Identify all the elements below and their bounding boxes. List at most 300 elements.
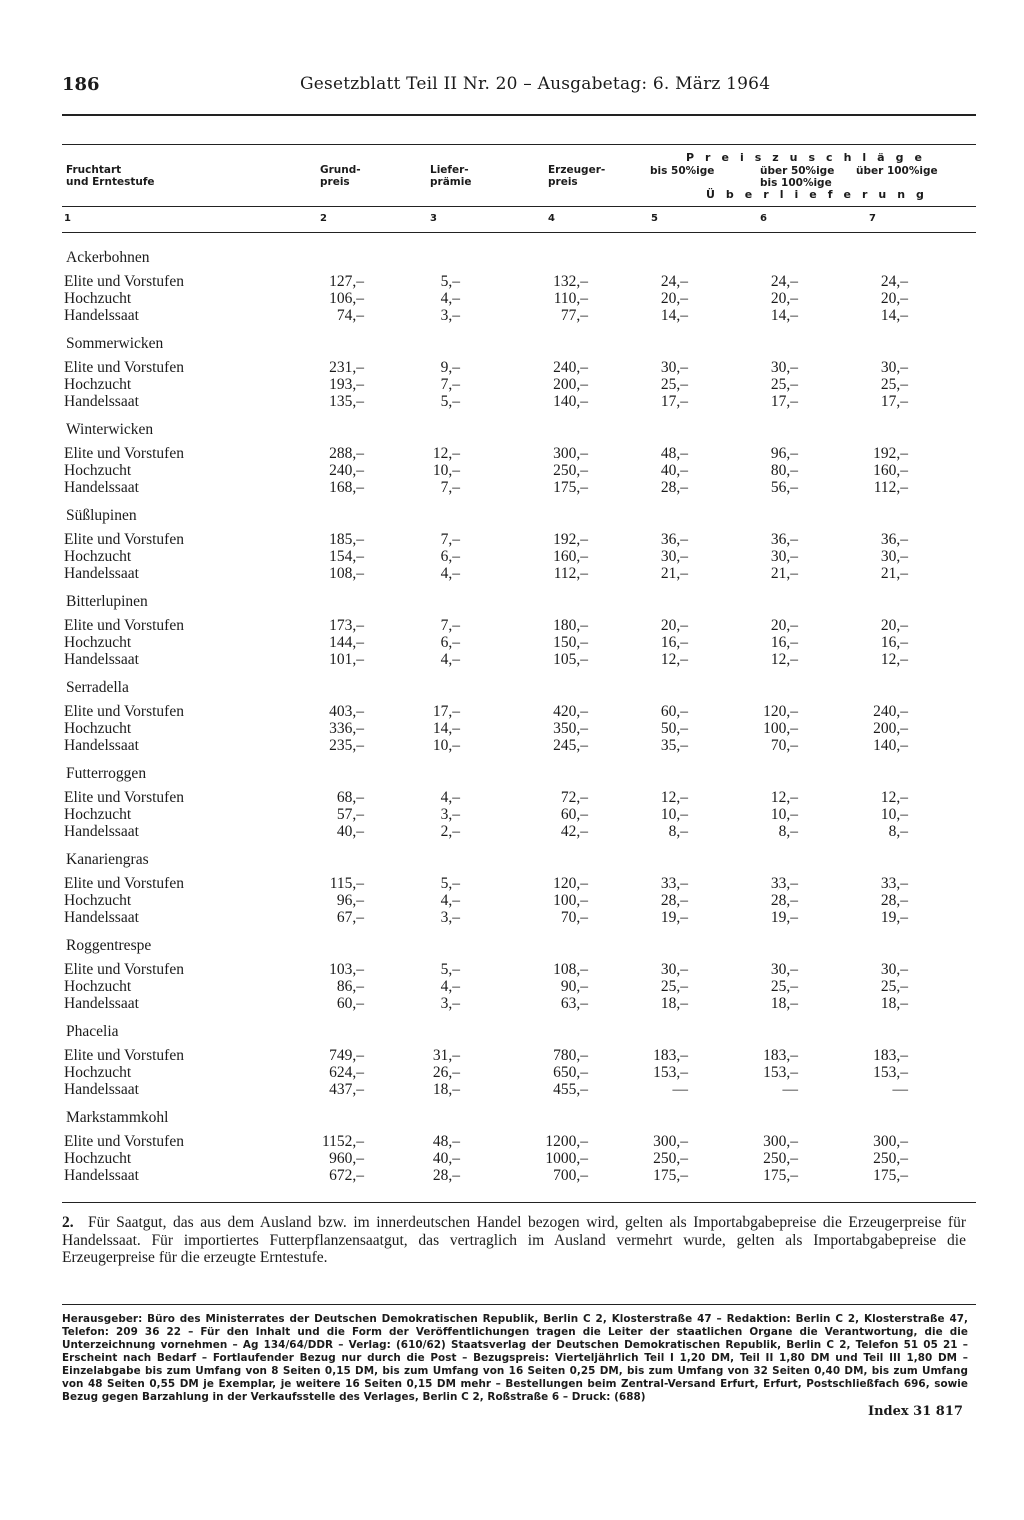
- table-row: [0, 875, 1024, 892]
- harvest-stage: Elite und Vorstufen: [64, 273, 184, 290]
- table-row: [0, 1167, 1024, 1184]
- price-cell: 20,–: [660, 617, 688, 634]
- price-cell: —: [782, 1081, 798, 1098]
- crop-name: Ackerbohnen: [66, 249, 150, 266]
- price-cell: 192,–: [553, 531, 588, 548]
- price-cell: 72,–: [560, 789, 588, 806]
- price-cell: 36,–: [660, 531, 688, 548]
- price-cell: 12,–: [660, 651, 688, 668]
- price-cell: 56,–: [770, 479, 798, 496]
- crop-name: Bitterlupinen: [66, 593, 148, 610]
- price-cell: 153,–: [873, 1064, 908, 1081]
- price-cell: 250,–: [763, 1150, 798, 1167]
- price-cell: 8,–: [778, 823, 798, 840]
- price-cell: 28,–: [660, 892, 688, 909]
- price-cell: 36,–: [880, 531, 908, 548]
- table-row: [0, 789, 1024, 806]
- price-cell: 200,–: [553, 376, 588, 393]
- table-row: [0, 978, 1024, 995]
- price-cell: 185,–: [329, 531, 364, 548]
- price-cell: 60,–: [660, 703, 688, 720]
- price-cell: 150,–: [553, 634, 588, 651]
- price-cell: 173,–: [329, 617, 364, 634]
- price-cell: 25,–: [880, 376, 908, 393]
- price-cell: 240,–: [329, 462, 364, 479]
- price-cell: 168,–: [329, 479, 364, 496]
- harvest-stage: Handelssaat: [64, 651, 139, 668]
- price-cell: 70,–: [770, 737, 798, 754]
- harvest-stage: Handelssaat: [64, 737, 139, 754]
- price-cell: 437,–: [329, 1081, 364, 1098]
- price-cell: 110,–: [553, 290, 588, 307]
- price-cell: 288,–: [329, 445, 364, 462]
- table-row: [0, 737, 1024, 754]
- price-cell: 28,–: [432, 1167, 460, 1184]
- price-cell: 12,–: [660, 789, 688, 806]
- price-cell: 21,–: [660, 565, 688, 582]
- harvest-stage: Hochzucht: [64, 290, 132, 307]
- table-row: [0, 961, 1024, 978]
- price-cell: 30,–: [880, 961, 908, 978]
- note-2: [62, 1214, 966, 1267]
- price-cell: 18,–: [660, 995, 688, 1012]
- price-cell: 300,–: [553, 445, 588, 462]
- price-cell: 144,–: [329, 634, 364, 651]
- price-cell: 4,–: [440, 565, 460, 582]
- price-cell: 28,–: [660, 479, 688, 496]
- harvest-stage: Hochzucht: [64, 806, 132, 823]
- crop-name: Roggentrespe: [66, 937, 152, 954]
- price-cell: 9,–: [440, 359, 460, 376]
- price-cell: 86,–: [336, 978, 364, 995]
- price-cell: 749,–: [329, 1047, 364, 1064]
- price-cell: 14,–: [432, 720, 460, 737]
- price-cell: 624,–: [329, 1064, 364, 1081]
- price-cell: 7,–: [440, 376, 460, 393]
- harvest-stage: Elite und Vorstufen: [64, 359, 184, 376]
- price-cell: 112,–: [873, 479, 908, 496]
- price-cell: 10,–: [660, 806, 688, 823]
- price-cell: 7,–: [440, 617, 460, 634]
- price-cell: 5,–: [440, 273, 460, 290]
- price-cell: 12,–: [432, 445, 460, 462]
- price-cell: 48,–: [432, 1133, 460, 1150]
- price-cell: 19,–: [770, 909, 798, 926]
- price-cell: 25,–: [770, 978, 798, 995]
- price-cell: 33,–: [880, 875, 908, 892]
- price-cell: 100,–: [553, 892, 588, 909]
- price-cell: 4,–: [440, 892, 460, 909]
- col5-header: bis 50%ige: [650, 165, 715, 177]
- table-row: [0, 479, 1024, 496]
- price-cell: 12,–: [770, 651, 798, 668]
- price-cell: 140,–: [553, 393, 588, 410]
- price-cell: 105,–: [553, 651, 588, 668]
- price-cell: 245,–: [553, 737, 588, 754]
- table-row: [0, 806, 1024, 823]
- price-cell: 57,–: [336, 806, 364, 823]
- harvest-stage: Handelssaat: [64, 995, 139, 1012]
- header-bottom-rule: [62, 206, 976, 207]
- price-cell: 30,–: [660, 359, 688, 376]
- price-cell: 30,–: [880, 548, 908, 565]
- price-cell: 12,–: [880, 789, 908, 806]
- col2-header: Grund- preis: [320, 164, 361, 188]
- table-row: [0, 290, 1024, 307]
- price-cell: 10,–: [432, 462, 460, 479]
- price-cell: 127,–: [329, 273, 364, 290]
- column-number: 1: [64, 213, 71, 224]
- price-cell: 4,–: [440, 978, 460, 995]
- header-top-rule: [62, 144, 976, 145]
- harvest-stage: Handelssaat: [64, 909, 139, 926]
- price-cell: 14,–: [660, 307, 688, 324]
- harvest-stage: Elite und Vorstufen: [64, 531, 184, 548]
- price-cell: 18,–: [880, 995, 908, 1012]
- harvest-stage: Hochzucht: [64, 548, 132, 565]
- price-cell: 960,–: [329, 1150, 364, 1167]
- column-number: 2: [320, 213, 327, 224]
- price-cell: 8,–: [888, 823, 908, 840]
- price-cell: 300,–: [653, 1133, 688, 1150]
- price-cell: 12,–: [770, 789, 798, 806]
- harvest-stage: Elite und Vorstufen: [64, 1047, 184, 1064]
- price-cell: 40,–: [660, 462, 688, 479]
- price-cell: 183,–: [873, 1047, 908, 1064]
- price-cell: 403,–: [329, 703, 364, 720]
- price-cell: 8,–: [668, 823, 688, 840]
- crop-name: Kanariengras: [66, 851, 149, 868]
- table-row: [0, 703, 1024, 720]
- col7-header: über 100%ige: [856, 165, 938, 177]
- price-cell: 235,–: [329, 737, 364, 754]
- table-row: [0, 393, 1024, 410]
- price-cell: 160,–: [553, 548, 588, 565]
- price-cell: 250,–: [653, 1150, 688, 1167]
- price-cell: 1000,–: [545, 1150, 588, 1167]
- table-row: [0, 1081, 1024, 1098]
- running-title: Gesetzblatt Teil II Nr. 20 – Ausgabetag: 6. März 1964: [300, 74, 771, 94]
- crop-name: Winterwicken: [66, 421, 154, 438]
- price-cell: 6,–: [440, 634, 460, 651]
- price-cell: 780,–: [553, 1047, 588, 1064]
- harvest-stage: Handelssaat: [64, 1081, 139, 1098]
- price-cell: 108,–: [553, 961, 588, 978]
- price-cell: 96,–: [770, 445, 798, 462]
- price-cell: 20,–: [770, 617, 798, 634]
- price-cell: 14,–: [880, 307, 908, 324]
- price-cell: 25,–: [660, 978, 688, 995]
- price-cell: 21,–: [770, 565, 798, 582]
- price-cell: 63,–: [560, 995, 588, 1012]
- price-cell: 77,–: [560, 307, 588, 324]
- harvest-stage: Hochzucht: [64, 892, 132, 909]
- price-cell: 6,–: [440, 548, 460, 565]
- price-cell: 135,–: [329, 393, 364, 410]
- price-cell: 25,–: [880, 978, 908, 995]
- price-cell: 33,–: [660, 875, 688, 892]
- table-row: [0, 376, 1024, 393]
- price-cell: 183,–: [653, 1047, 688, 1064]
- price-cell: 70,–: [560, 909, 588, 926]
- table-row: [0, 1150, 1024, 1167]
- harvest-stage: Hochzucht: [64, 634, 132, 651]
- price-cell: 231,–: [329, 359, 364, 376]
- price-cell: 4,–: [440, 789, 460, 806]
- price-cell: 30,–: [770, 961, 798, 978]
- price-cell: 96,–: [336, 892, 364, 909]
- price-cell: 19,–: [880, 909, 908, 926]
- table-row: [0, 273, 1024, 290]
- price-cell: 180,–: [553, 617, 588, 634]
- price-cell: 153,–: [653, 1064, 688, 1081]
- harvest-stage: Elite und Vorstufen: [64, 617, 184, 634]
- harvest-stage: Handelssaat: [64, 565, 139, 582]
- harvest-stage: Hochzucht: [64, 720, 132, 737]
- harvest-stage: Elite und Vorstufen: [64, 703, 184, 720]
- surcharge-group-header: Preiszuschläge: [686, 151, 933, 164]
- price-cell: 650,–: [553, 1064, 588, 1081]
- table-bottom-rule: [62, 1202, 976, 1203]
- price-cell: 455,–: [553, 1081, 588, 1098]
- price-cell: 21,–: [880, 565, 908, 582]
- price-cell: 68,–: [336, 789, 364, 806]
- price-cell: 20,–: [880, 617, 908, 634]
- price-cell: 3,–: [440, 307, 460, 324]
- price-cell: 50,–: [660, 720, 688, 737]
- price-cell: 10,–: [432, 737, 460, 754]
- price-cell: 115,–: [329, 875, 364, 892]
- crop-name: Süßlupinen: [66, 507, 137, 524]
- price-cell: 300,–: [873, 1133, 908, 1150]
- harvest-stage: Elite und Vorstufen: [64, 1133, 184, 1150]
- harvest-stage: Handelssaat: [64, 823, 139, 840]
- column-number: 6: [760, 213, 767, 224]
- price-cell: 672,–: [329, 1167, 364, 1184]
- table-row: [0, 651, 1024, 668]
- table-row: [0, 1133, 1024, 1150]
- harvest-stage: Elite und Vorstufen: [64, 875, 184, 892]
- price-cell: 175,–: [763, 1167, 798, 1184]
- column-number-rule: [62, 232, 976, 233]
- harvest-stage: Handelssaat: [64, 393, 139, 410]
- page-number: 186: [62, 74, 100, 95]
- price-cell: 17,–: [432, 703, 460, 720]
- price-cell: 35,–: [660, 737, 688, 754]
- harvest-stage: Hochzucht: [64, 1064, 132, 1081]
- price-cell: —: [672, 1081, 688, 1098]
- price-cell: 2,–: [440, 823, 460, 840]
- price-cell: 30,–: [770, 359, 798, 376]
- price-cell: 153,–: [763, 1064, 798, 1081]
- price-cell: 30,–: [660, 961, 688, 978]
- price-cell: 101,–: [329, 651, 364, 668]
- price-cell: 48,–: [660, 445, 688, 462]
- table-row: [0, 462, 1024, 479]
- harvest-stage: Handelssaat: [64, 479, 139, 496]
- price-cell: 40,–: [432, 1150, 460, 1167]
- price-cell: 18,–: [432, 1081, 460, 1098]
- price-cell: 700,–: [553, 1167, 588, 1184]
- price-cell: 5,–: [440, 393, 460, 410]
- price-cell: 17,–: [660, 393, 688, 410]
- price-cell: 16,–: [660, 634, 688, 651]
- price-cell: 24,–: [880, 273, 908, 290]
- crop-name: Serradella: [66, 679, 129, 696]
- price-cell: 42,–: [560, 823, 588, 840]
- price-cell: 30,–: [660, 548, 688, 565]
- price-cell: 112,–: [553, 565, 588, 582]
- table-row: [0, 548, 1024, 565]
- price-cell: 18,–: [770, 995, 798, 1012]
- price-cell: 300,–: [763, 1133, 798, 1150]
- price-cell: 175,–: [553, 479, 588, 496]
- price-cell: —: [892, 1081, 908, 1098]
- price-cell: 10,–: [880, 806, 908, 823]
- price-cell: 17,–: [880, 393, 908, 410]
- harvest-stage: Hochzucht: [64, 978, 132, 995]
- price-cell: 240,–: [553, 359, 588, 376]
- price-cell: 40,–: [336, 823, 364, 840]
- price-cell: 200,–: [873, 720, 908, 737]
- harvest-stage: Handelssaat: [64, 1167, 139, 1184]
- price-cell: 24,–: [660, 273, 688, 290]
- imprint-rule: [62, 1304, 976, 1305]
- harvest-stage: Hochzucht: [64, 376, 132, 393]
- imprint-text: Herausgeber: Büro des Ministerrates der Deutschen Demokratischen Republik, Berlin C 2, Klosterstraße 47 – Redaktion: Berlin C 2, Klosterstraße 47, Telefon: 209 36 22 – Für den Inhalt und die Form der Veröffentlichungen tragen die Leiter der staatlichen Organe die Verantwortung, die die Unterzeichnung vornehmen – Ag 134/64/DDR – Verlag: (610/62) Staatsverlag der Deutschen Demokratischen Republik, Berlin C 2, Telefon 51 05 21 – Erscheint nach Bedarf – Fortlaufender Bezug nur durch die Post – Bezugspreis: Vierteljährlich Teil I 1,20 DM, Teil II 1,80 DM und Teil III 1,80 DM – Einzelabgabe bis zum Umfang von 8 Seiten 0,15 DM, bis zum Umfang von 16 Seiten 0,25 DM, bis zum Umfang von 32 Seiten 0,40 DM, bis zum Umfang von 48 Seiten 0,55 DM je Exemplar, je weitere 16 Seiten 0,15 DM mehr – Bestellungen beim Zentral-Versand Erfurt, Erfurt, Postschließfach 696, sowie Bezug gegen Barzahlung in der Verkaufsstelle des Verlages, Berlin C 2, Roßstraße 6 – Druck: (688): [62, 1313, 968, 1403]
- price-cell: 90,–: [560, 978, 588, 995]
- price-cell: 192,–: [873, 445, 908, 462]
- crop-name: Sommerwicken: [66, 335, 164, 352]
- price-cell: 350,–: [553, 720, 588, 737]
- price-cell: 16,–: [880, 634, 908, 651]
- note-number: 2.: [62, 1214, 74, 1231]
- price-cell: 3,–: [440, 909, 460, 926]
- price-cell: 4,–: [440, 651, 460, 668]
- price-cell: 1200,–: [545, 1133, 588, 1150]
- price-cell: 250,–: [553, 462, 588, 479]
- price-cell: 80,–: [770, 462, 798, 479]
- crop-name: Phacelia: [66, 1023, 119, 1040]
- harvest-stage: Elite und Vorstufen: [64, 445, 184, 462]
- column-number: 4: [548, 213, 555, 224]
- price-cell: 108,–: [329, 565, 364, 582]
- price-cell: 20,–: [880, 290, 908, 307]
- price-cell: 31,–: [432, 1047, 460, 1064]
- table-row: [0, 995, 1024, 1012]
- crop-name: Futterroggen: [66, 765, 147, 782]
- price-cell: 30,–: [880, 359, 908, 376]
- price-cell: 24,–: [770, 273, 798, 290]
- harvest-stage: Hochzucht: [64, 462, 132, 479]
- price-cell: 3,–: [440, 806, 460, 823]
- col1-header: Fruchtart und Erntestufe: [66, 164, 155, 188]
- table-row: [0, 1047, 1024, 1064]
- column-number: 7: [869, 213, 876, 224]
- price-cell: 175,–: [873, 1167, 908, 1184]
- price-cell: 14,–: [770, 307, 798, 324]
- price-cell: 5,–: [440, 875, 460, 892]
- price-cell: 240,–: [873, 703, 908, 720]
- price-cell: 28,–: [880, 892, 908, 909]
- table-row: [0, 565, 1024, 582]
- harvest-stage: Elite und Vorstufen: [64, 789, 184, 806]
- price-cell: 140,–: [873, 737, 908, 754]
- price-cell: 420,–: [553, 703, 588, 720]
- price-cell: 16,–: [770, 634, 798, 651]
- price-cell: 26,–: [432, 1064, 460, 1081]
- price-cell: 120,–: [553, 875, 588, 892]
- price-cell: 3,–: [440, 995, 460, 1012]
- delivery-subheader: Überlieferung: [706, 188, 935, 201]
- crop-name: Markstammkohl: [66, 1109, 169, 1126]
- price-cell: 12,–: [880, 651, 908, 668]
- price-cell: 67,–: [336, 909, 364, 926]
- index-number: Index 31 817: [868, 1404, 963, 1419]
- price-cell: 1152,–: [321, 1133, 364, 1150]
- table-row: [0, 909, 1024, 926]
- price-cell: 100,–: [763, 720, 798, 737]
- table-row: [0, 634, 1024, 651]
- price-cell: 7,–: [440, 479, 460, 496]
- price-cell: 36,–: [770, 531, 798, 548]
- price-cell: 4,–: [440, 290, 460, 307]
- price-cell: 160,–: [873, 462, 908, 479]
- table-row: [0, 720, 1024, 737]
- price-cell: 20,–: [660, 290, 688, 307]
- harvest-stage: Hochzucht: [64, 1150, 132, 1167]
- table-row: [0, 359, 1024, 376]
- col3-header: Liefer- prämie: [430, 164, 472, 188]
- price-cell: 33,–: [770, 875, 798, 892]
- price-cell: 193,–: [329, 376, 364, 393]
- price-cell: 60,–: [336, 995, 364, 1012]
- price-cell: 120,–: [763, 703, 798, 720]
- table-row: [0, 445, 1024, 462]
- price-cell: 5,–: [440, 961, 460, 978]
- price-cell: 183,–: [763, 1047, 798, 1064]
- table-row: [0, 823, 1024, 840]
- price-cell: 336,–: [329, 720, 364, 737]
- price-cell: 74,–: [336, 307, 364, 324]
- column-number: 3: [430, 213, 437, 224]
- price-cell: 28,–: [770, 892, 798, 909]
- price-cell: 132,–: [553, 273, 588, 290]
- harvest-stage: Elite und Vorstufen: [64, 961, 184, 978]
- price-cell: 10,–: [770, 806, 798, 823]
- price-cell: 106,–: [329, 290, 364, 307]
- note-text: Für Saatgut, das aus dem Ausland bzw. im innerdeutschen Handel bezogen wird, gelten als Importabgabepreise die Erzeugerpreise für Handelssaat. Für importiertes Futterpflanzensaatgut, das vertraglich im Ausland vermehrt wurde, gelten als Importabgabepreise die Erzeugerpreise für die erzeugte Erntestufe.: [62, 1214, 966, 1266]
- price-cell: 17,–: [770, 393, 798, 410]
- harvest-stage: Handelssaat: [64, 307, 139, 324]
- price-cell: 20,–: [770, 290, 798, 307]
- table-row: [0, 892, 1024, 909]
- price-cell: 154,–: [329, 548, 364, 565]
- table-row: [0, 1064, 1024, 1081]
- col4-header: Erzeuger- preis: [548, 164, 606, 188]
- price-cell: 175,–: [653, 1167, 688, 1184]
- price-cell: 103,–: [329, 961, 364, 978]
- price-cell: 7,–: [440, 531, 460, 548]
- price-cell: 30,–: [770, 548, 798, 565]
- top-rule: [62, 114, 976, 116]
- table-row: [0, 617, 1024, 634]
- price-cell: 25,–: [660, 376, 688, 393]
- price-cell: 60,–: [560, 806, 588, 823]
- price-cell: 19,–: [660, 909, 688, 926]
- price-cell: 250,–: [873, 1150, 908, 1167]
- col6-header: über 50%ige bis 100%ige: [760, 165, 835, 189]
